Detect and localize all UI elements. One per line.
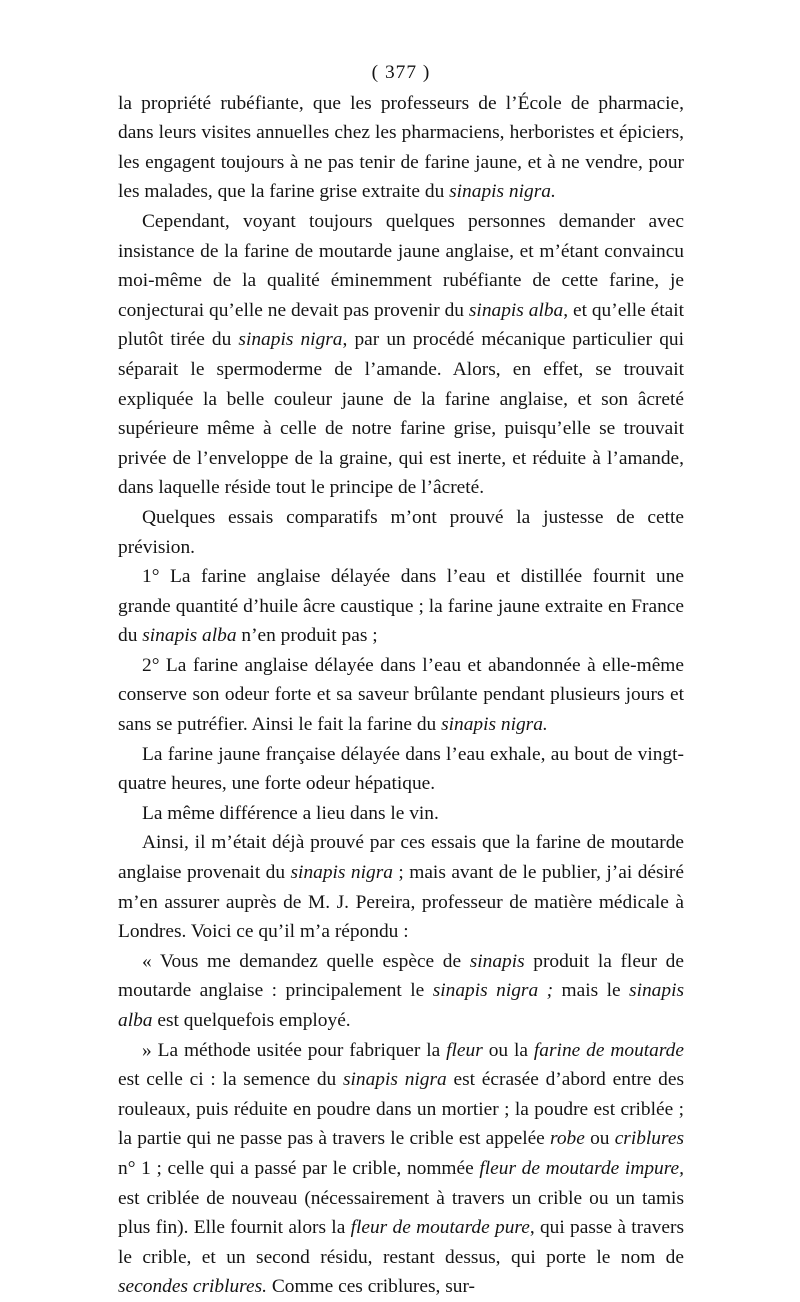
italic-run: sinapis alba bbox=[142, 625, 237, 647]
italic-run: sinapis nigra. bbox=[441, 714, 548, 736]
paragraph bbox=[118, 207, 684, 503]
italic-run: sinapis alba bbox=[118, 980, 684, 1031]
text-run: Comme ces criblures, sur- bbox=[267, 1276, 476, 1298]
text-run: la propriété rubéfiante, que les professeurs de l’École de pharmacie, dans leurs visites annuelles chez les pharmaciens, herboristes et épiciers, les engagent toujours à ne pas tenir de farine jaune, et à ne vendre, pour les malades, que la farine grise extraite du bbox=[118, 92, 684, 203]
italic-run: farine de moutarde bbox=[533, 1039, 684, 1061]
paragraph bbox=[118, 562, 684, 651]
italic-run: secondes criblures. bbox=[118, 1276, 267, 1298]
text-run: produit la fleur de moutarde anglaise : principalement le bbox=[118, 950, 684, 1002]
text-run: est quelquefois employé. bbox=[152, 1010, 351, 1031]
text-run: Quelques essais comparatifs m’ont prouvé la justesse de cette prévision. bbox=[118, 506, 684, 558]
italic-run: sinapis nigra ; bbox=[432, 980, 554, 1002]
text-run: n’en produit pas ; bbox=[236, 625, 378, 647]
book-page bbox=[118, 58, 684, 1302]
text-run: est criblée de nouveau (nécessairement à travers un crible ou un tamis plus fin). Elle fournit alors la bbox=[118, 1187, 684, 1239]
paragraph bbox=[118, 799, 684, 829]
italic-run: fleur de moutarde pure bbox=[350, 1217, 530, 1239]
text-run: , qui passe à travers le crible, et un second résidu, restant dessus, qui porte le nom de bbox=[118, 1217, 684, 1268]
text-run: « Vous me demandez quelle espèce de bbox=[142, 950, 470, 972]
italic-run: sinapis nigra bbox=[290, 862, 393, 884]
text-run: ou la bbox=[482, 1039, 534, 1061]
italic-run: fleur bbox=[446, 1039, 483, 1061]
text-run: n° 1 ; celle qui a passé par le crible, nommée bbox=[118, 1157, 480, 1179]
paragraph bbox=[118, 651, 684, 740]
page-number: ( 377 ) bbox=[371, 62, 431, 83]
italic-run: sinapis nigra bbox=[342, 1069, 447, 1091]
italic-run: robe bbox=[550, 1128, 585, 1150]
text-run: , par un procédé mécanique particulier qui séparait le spermoderme de l’amande. Alors, en effet, se trouvait expliquée la belle couleur jaune de la farine anglaise, et son âcreté supérieure même à celle de notre farine grise, puisqu’elle se trouvait privée de l’enveloppe de la graine, qui est inerte, et réduite à l’amande, dans laquelle réside tout le principe de l’âcreté. bbox=[118, 329, 684, 499]
text-run: 1° La farine anglaise délayée dans l’eau et distillée fournit une grande quantité d’huile âcre caustique ; la farine jaune extraite en France du bbox=[118, 566, 684, 647]
paragraph bbox=[118, 828, 684, 946]
text-run: La même différence a lieu dans le vin. bbox=[142, 802, 439, 824]
paragraph bbox=[118, 947, 684, 1036]
italic-run: fleur de moutarde impure, bbox=[479, 1157, 684, 1179]
text-run: » La méthode usitée pour fabriquer la bbox=[142, 1039, 447, 1061]
text-run: Cependant, voyant toujours quelques personnes demander avec insistance de la farine de moutarde jaune anglaise, et m’étant convaincu moi-même de la qualité éminemment rubéfiante de cette farine, je conjecturai qu’elle ne devait pas provenir du bbox=[118, 210, 684, 321]
text-run: ; mais avant de le publier, j’ai désiré m’en assurer auprès de M. J. Pereira, professeur de matière médicale à Londres. Voici ce qu’il m’a répondu : bbox=[118, 862, 684, 943]
text-run: 2° La farine anglaise délayée dans l’eau et abandonnée à elle-même conserve son odeur forte et sa saveur brûlante pendant plusieurs jours et sans se putréfier. Ainsi le fait la farine du bbox=[118, 654, 684, 736]
text-run: Ainsi, il m’était déjà prouvé par ces essais que la farine de moutarde anglaise provenait du bbox=[118, 832, 684, 884]
body-text bbox=[118, 89, 684, 1302]
italic-run: sinapis bbox=[469, 950, 525, 972]
paragraph bbox=[118, 503, 684, 562]
text-run: est écrasée d’abord entre des rouleaux, puis réduite en poudre dans un mortier ; la poudre est criblée ; la partie qui ne passe pas à travers le crible est appelée bbox=[118, 1069, 684, 1150]
text-run: mais le bbox=[553, 980, 630, 1002]
italic-run: sinapis nigra. bbox=[449, 181, 556, 203]
italic-run: sinapis alba bbox=[468, 299, 564, 321]
paragraph bbox=[118, 89, 684, 207]
text-run: est celle ci : la semence du bbox=[118, 1069, 343, 1091]
text-run: , et qu’elle était plutôt tirée du bbox=[118, 299, 684, 351]
italic-run: criblures bbox=[614, 1128, 684, 1150]
text-run: ou bbox=[584, 1128, 615, 1150]
paragraph bbox=[118, 740, 684, 799]
text-run: La farine jaune française délayée dans l’eau exhale, au bout de vingt-quatre heures, une forte odeur hépatique. bbox=[118, 743, 684, 795]
italic-run: sinapis nigra bbox=[238, 329, 343, 351]
